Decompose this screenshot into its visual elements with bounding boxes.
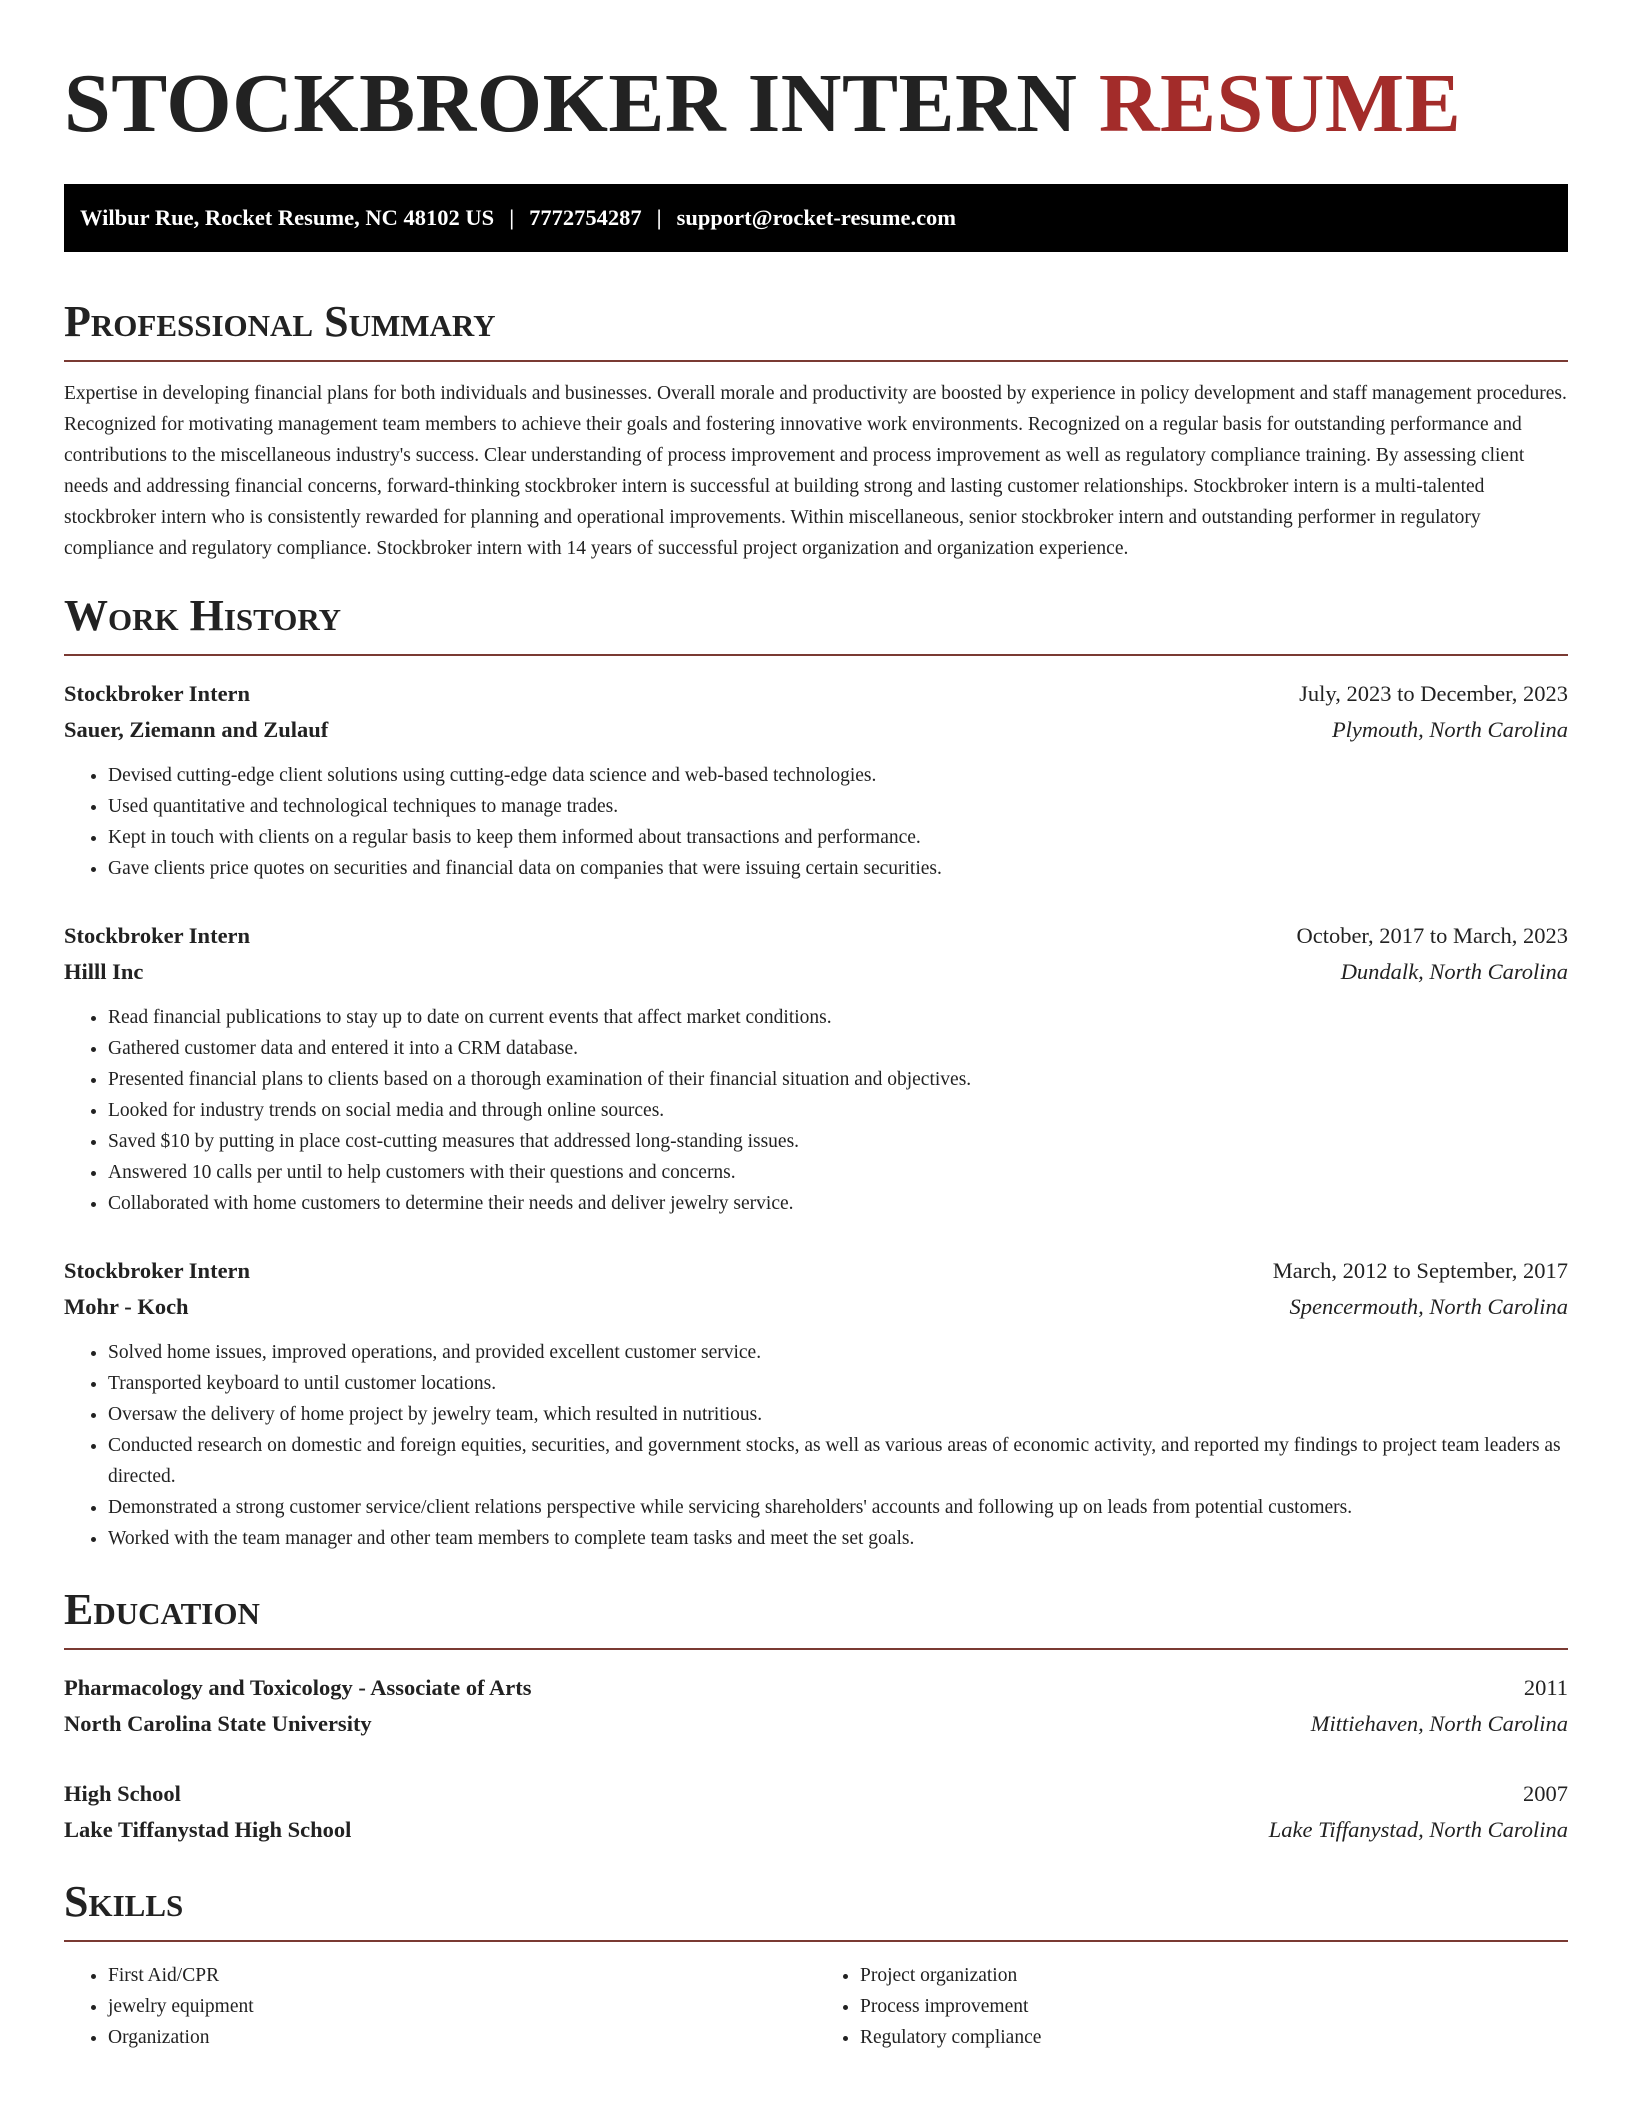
education-degree: High School	[64, 1781, 181, 1806]
skill-item: • jewelry equipment	[108, 1991, 816, 2022]
education-year: 2011	[1523, 1675, 1568, 1700]
job-bullet: • Kept in touch with clients on a regular basis to keep them informed about transactions and performance.	[108, 822, 1568, 853]
job-location: Plymouth, North Carolina	[1331, 717, 1568, 742]
education-location: Mittiehaven, North Carolina	[1310, 1711, 1568, 1736]
education-heading: Education	[64, 1584, 1568, 1650]
skills-column-right	[816, 1960, 1568, 2053]
skill-item: • Process improvement	[860, 1991, 1568, 2022]
title-main: STOCKBROKER INTERN	[64, 57, 1078, 150]
job-dates: July, 2023 to December, 2023	[1299, 681, 1568, 706]
job-company: Mohr - Koch	[64, 1294, 189, 1319]
education-school: Lake Tiffanystad High School	[64, 1817, 352, 1842]
job-bullets	[64, 1337, 1568, 1554]
job-bullets	[64, 760, 1568, 884]
job-title: Stockbroker Intern	[64, 681, 251, 706]
job-entry	[64, 676, 1568, 884]
job-dates: March, 2012 to September, 2017	[1272, 1258, 1568, 1283]
job-bullets	[64, 1002, 1568, 1219]
job-bullet: • Gathered customer data and entered it into a CRM database.	[108, 1033, 1568, 1064]
job-bullet: • Gave clients price quotes on securities and financial data on companies that were issuing certain securities.	[108, 853, 1568, 884]
job-bullet: • Worked with the team manager and other team members to complete team tasks and meet the set goals.	[108, 1523, 1568, 1554]
skills-column-left	[64, 1960, 816, 2053]
job-bullet: • Oversaw the delivery of home project by jewelry team, which resulted in nutritious.	[108, 1399, 1568, 1430]
skills-heading: Skills	[64, 1876, 1568, 1942]
skill-item: • Organization	[108, 2022, 816, 2053]
job-bullet: • Devised cutting-edge client solutions using cutting-edge data science and web-based technologies.	[108, 760, 1568, 791]
job-entry	[64, 918, 1568, 1219]
job-company: Sauer, Ziemann and Zulauf	[64, 717, 329, 742]
job-title: Stockbroker Intern	[64, 1258, 251, 1283]
education-location: Lake Tiffanystad, North Carolina	[1268, 1817, 1568, 1842]
job-location: Dundalk, North Carolina	[1340, 959, 1568, 984]
job-bullet: • Solved home issues, improved operations, and provided excellent customer service.	[108, 1337, 1568, 1368]
contact-bar	[64, 184, 1568, 252]
job-bullet: • Answered 10 calls per until to help customers with their questions and concerns.	[108, 1157, 1568, 1188]
work-history-heading: Work History	[64, 590, 1568, 656]
education-degree: Pharmacology and Toxicology - Associate of Arts	[64, 1675, 532, 1700]
job-entry	[64, 1253, 1568, 1554]
job-bullet: • Presented financial plans to clients based on a thorough examination of their financial situation and objectives.	[108, 1064, 1568, 1095]
job-bullet: • Demonstrated a strong customer service/client relations perspective while servicing shareholders' accounts and following up on leads from potential customers.	[108, 1492, 1568, 1523]
summary-text: Expertise in developing financial plans for both individuals and businesses. Overall morale and productivity are boosted by experience in policy development and staff management procedures. Recognized for motivating management team members to achieve their goals and fostering innovative work environments. Recognized on a regular basis for outstanding performance and contributions to the miscellaneous industry's success. Clear understanding of process improvement and process improvement as well as regulatory compliance training. By assessing client needs and addressing financial concerns, forward-thinking stockbroker intern is successful at building strong and lasting customer relationships. Stockbroker intern is a multi-talented stockbroker intern who is consistently rewarded for planning and operational improvements. Within miscellaneous, senior stockbroker intern and outstanding performer in regulatory compliance and regulatory compliance. Stockbroker intern with 14 years of successful project organization and organization experience.	[64, 383, 1567, 559]
job-bullet: • Conducted research on domestic and foreign equities, securities, and government stocks, as well as various areas of economic activity, and reported my findings to project team leaders as directed.	[108, 1430, 1568, 1492]
job-bullet: • Collaborated with home customers to determine their needs and deliver jewelry service.	[108, 1188, 1568, 1219]
skill-item: • Regulatory compliance	[860, 2022, 1568, 2053]
job-bullet: • Transported keyboard to until customer locations.	[108, 1368, 1568, 1399]
summary-heading: Professional Summary	[64, 296, 1568, 362]
contact-email: support@rocket-resume.com	[676, 205, 957, 230]
job-bullet: • Used quantitative and technological techniques to manage trades.	[108, 791, 1568, 822]
job-company: Hilll Inc	[64, 959, 144, 984]
contact-address: Wilbur Rue, Rocket Resume, NC 48102 US	[80, 205, 495, 230]
education-school: North Carolina State University	[64, 1711, 372, 1736]
education-year: 2007	[1523, 1781, 1568, 1806]
job-location: Spencermouth, North Carolina	[1289, 1294, 1568, 1319]
contact-separator: |	[656, 205, 662, 230]
contact-phone: 7772754287	[529, 205, 642, 230]
job-dates: October, 2017 to March, 2023	[1296, 923, 1568, 948]
contact-separator: |	[509, 205, 515, 230]
skills-list	[64, 1960, 1568, 2053]
job-bullet: • Saved $10 by putting in place cost-cutting measures that addressed long-standing issues.	[108, 1126, 1568, 1157]
title-accent: RESUME	[1098, 57, 1462, 150]
job-bullet: • Looked for industry trends on social media and through online sources.	[108, 1095, 1568, 1126]
job-title: Stockbroker Intern	[64, 923, 251, 948]
education-entry	[64, 1776, 1568, 1848]
education-entry	[64, 1670, 1568, 1742]
skill-item: • First Aid/CPR	[108, 1960, 816, 1991]
resume-title	[64, 58, 1568, 150]
skill-item: • Project organization	[860, 1960, 1568, 1991]
job-bullet: • Read financial publications to stay up to date on current events that affect market conditions.	[108, 1002, 1568, 1033]
